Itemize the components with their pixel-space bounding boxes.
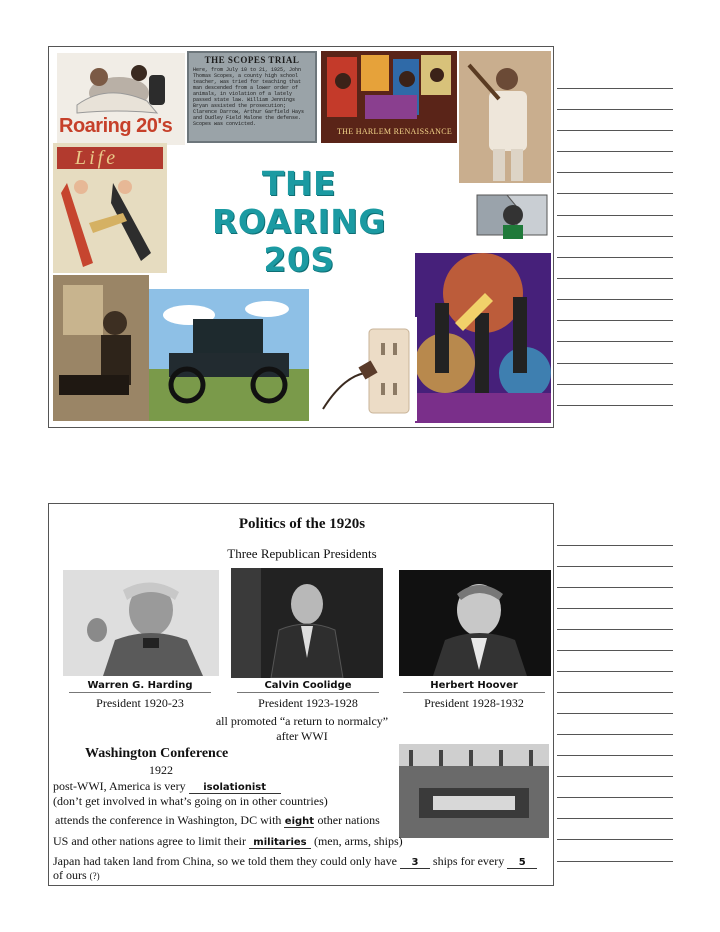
eight-answer[interactable]: eight xyxy=(284,816,315,827)
note-line[interactable] xyxy=(557,193,673,194)
title-line-20s: 20S xyxy=(263,240,335,279)
coolidge-photo xyxy=(231,568,383,678)
electric-plug-image xyxy=(313,317,417,421)
notre-dame-logo-drawing xyxy=(473,187,551,245)
life-magazine-title: Life xyxy=(75,147,119,169)
jazz-band-drawing xyxy=(415,253,551,423)
coolidge-photo-drawing xyxy=(231,568,383,678)
conference-photo xyxy=(399,744,549,838)
slide-subtitle: Three Republican Presidents xyxy=(227,546,377,561)
washington-conference-title: Washington Conference xyxy=(85,746,229,761)
note-line[interactable] xyxy=(557,363,673,364)
isolationist-answer[interactable]: isolationist xyxy=(189,782,281,794)
pianist-photo xyxy=(53,275,149,421)
eight-nations-text: attends the conference in Washington, DC with xyxy=(55,813,285,827)
japan-ships-answer[interactable]: 3 xyxy=(400,857,430,869)
japan-text-mid: ships for every xyxy=(429,854,508,868)
hoover-photo-drawing xyxy=(399,570,551,676)
militaries-line xyxy=(53,834,403,849)
scopes-trial-text: Here, from July 10 to 21, 1925, John Thomas Scopes, a county high school teacher, was tried for teaching that man descended from a lower order of animals, in violation of a lately passed state law. William Jennings Bryan assisted the prosecution; Clarence Darrow, Arthur Garfield Hays and Dudley Field Malone the defense. Scopes was convicted. xyxy=(193,67,305,127)
conference-photo-drawing xyxy=(399,744,549,838)
electric-plug-drawing xyxy=(313,317,417,421)
note-line[interactable] xyxy=(557,172,673,173)
slide-title: Politics of the 1920s xyxy=(238,516,366,532)
note-line[interactable] xyxy=(557,797,673,798)
harlem-renaissance-image xyxy=(321,51,457,143)
baseball-player-image xyxy=(459,51,551,183)
notre-dame-logo-image xyxy=(473,187,551,245)
japan-text: Japan had taken land from China, so we told them they could only have xyxy=(53,854,400,868)
militaries-text-end: (men, arms, ships) xyxy=(310,834,403,848)
president-term-coolidge: President 1923-1928 xyxy=(258,696,358,710)
slide-roaring-twenties xyxy=(48,46,554,428)
note-line[interactable] xyxy=(557,839,673,840)
note-line[interactable] xyxy=(557,587,673,588)
note-line[interactable] xyxy=(557,320,673,321)
roaring-twenties-title xyxy=(199,165,399,279)
isolation-text: post-WWI, America is very xyxy=(53,779,189,793)
president-name-hoover: Herbert Hoover xyxy=(403,680,545,693)
normalcy-line-1: all promoted “a return to normalcy” xyxy=(215,714,389,728)
title-line-roaring: ROARING xyxy=(211,202,386,241)
president-term-hoover: President 1928-1932 xyxy=(424,696,524,710)
normalcy-line-2: after WWI xyxy=(276,729,328,743)
japan-line-end xyxy=(53,868,100,883)
note-line[interactable] xyxy=(557,818,673,819)
note-line[interactable] xyxy=(557,151,673,152)
note-line[interactable] xyxy=(557,861,673,862)
note-line[interactable] xyxy=(557,215,673,216)
militaries-text: US and other nations agree to limit their xyxy=(53,834,249,848)
president-name-harding: Warren G. Harding xyxy=(69,680,211,693)
question-mark-note: (?) xyxy=(89,871,100,881)
scopes-trial-title: THE SCOPES TRIAL xyxy=(204,55,300,65)
slide-politics-1920s xyxy=(48,503,554,886)
jazz-band-image xyxy=(415,253,551,423)
note-line[interactable] xyxy=(557,608,673,609)
note-line[interactable] xyxy=(557,109,673,110)
note-line[interactable] xyxy=(557,545,673,546)
militaries-answer[interactable]: militaries xyxy=(249,837,311,849)
note-line[interactable] xyxy=(557,130,673,131)
pianist-drawing xyxy=(53,275,149,421)
note-line[interactable] xyxy=(557,278,673,279)
washington-conference-year: 1922 xyxy=(149,763,173,777)
note-line[interactable] xyxy=(557,776,673,777)
harding-photo xyxy=(63,570,219,676)
eight-nations-text-end: other nations xyxy=(314,813,380,827)
note-line[interactable] xyxy=(557,88,673,89)
note-line[interactable] xyxy=(557,299,673,300)
note-line[interactable] xyxy=(557,236,673,237)
hoover-photo xyxy=(399,570,551,676)
note-line[interactable] xyxy=(557,629,673,630)
note-line[interactable] xyxy=(557,734,673,735)
title-line-the: THE xyxy=(261,164,337,203)
president-term-harding: President 1920-23 xyxy=(96,696,184,710)
roaring-20s-label: Roaring 20's xyxy=(59,115,173,137)
president-name-coolidge: Calvin Coolidge xyxy=(237,680,379,693)
harlem-renaissance-label: THE HARLEM RENAISSANCE xyxy=(337,127,453,136)
note-line[interactable] xyxy=(557,405,673,406)
note-line[interactable] xyxy=(557,341,673,342)
note-line[interactable] xyxy=(557,755,673,756)
note-line[interactable] xyxy=(557,384,673,385)
isolation-line xyxy=(53,779,281,794)
model-t-car-drawing xyxy=(149,289,309,421)
isolation-note: (don’t get involved in what’s going on in other countries) xyxy=(53,794,328,808)
note-line[interactable] xyxy=(557,713,673,714)
us-ships-answer[interactable]: 5 xyxy=(507,857,537,869)
baseball-player-drawing xyxy=(459,51,551,183)
japan-line xyxy=(53,854,537,869)
note-line[interactable] xyxy=(557,650,673,651)
life-magazine-cover xyxy=(53,143,167,273)
scopes-trial-plaque xyxy=(187,51,317,143)
dancing-couple-image xyxy=(57,53,185,145)
note-line[interactable] xyxy=(557,566,673,567)
note-line[interactable] xyxy=(557,692,673,693)
model-t-car-image xyxy=(149,289,309,421)
harding-photo-drawing xyxy=(63,570,219,676)
japan-text-end: of ours xyxy=(53,868,90,882)
eight-nations-line xyxy=(55,813,380,828)
note-line[interactable] xyxy=(557,257,673,258)
note-line[interactable] xyxy=(557,671,673,672)
